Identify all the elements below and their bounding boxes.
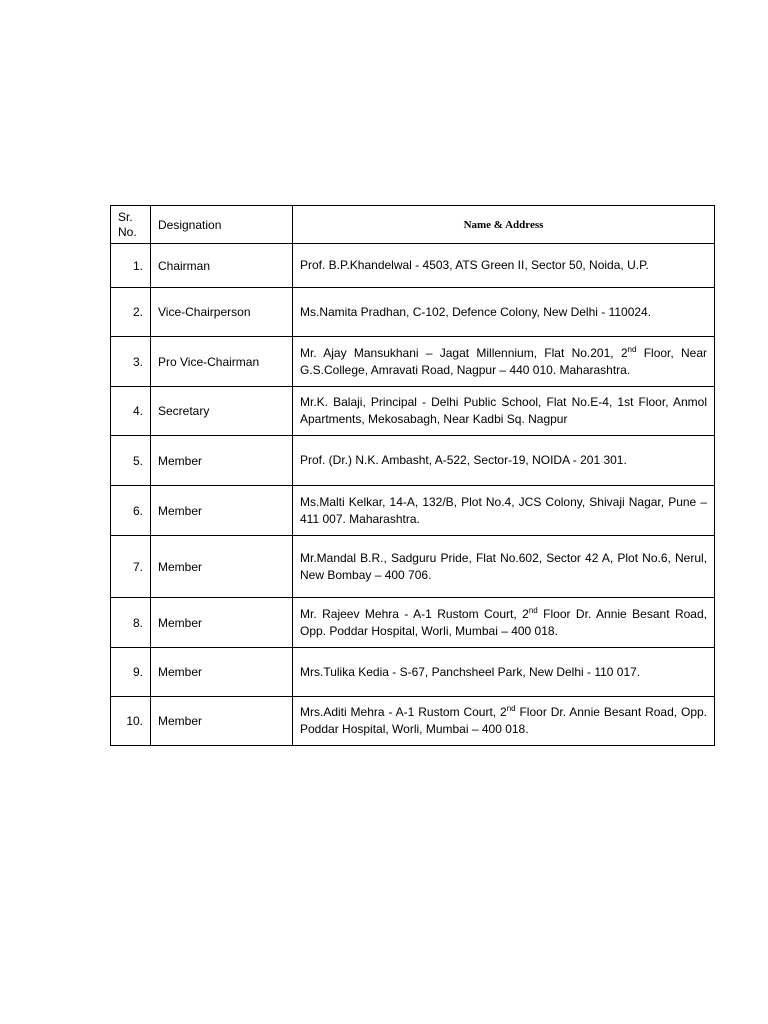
row-address: Ms.Namita Pradhan, C-102, Defence Colony, New Delhi - 110024. [293,288,715,337]
row-designation: Member [151,648,293,697]
row-designation: Member [151,436,293,486]
row-address [293,337,715,387]
header-sr-no-line2: No. [118,224,137,239]
table-row [111,436,715,486]
row-number: 5. [111,436,151,486]
table-row [111,697,715,746]
row-address-part: Mrs.Aditi Mehra - A-1 Rustom Court, 2 [300,705,507,719]
board-members-table [110,205,715,746]
row-number: 8. [111,598,151,648]
header-designation: Designation [151,206,293,244]
row-address [293,697,715,746]
row-address: Ms.Malti Kelkar, 14-A, 132/B, Plot No.4, JCS Colony, Shivaji Nagar, Pune – 411 007. Maharashtra. [293,486,715,536]
table-row [111,337,715,387]
header-name-address: Name & Address [293,206,715,244]
row-designation: Chairman [151,244,293,288]
row-number: 6. [111,486,151,536]
row-address-part: Floor Dr. Annie Besant Road, Opp. Poddar Hospital, Worli, Mumbai – 400 018. [300,705,707,736]
table-row [111,598,715,648]
row-address-superscript: nd [506,704,516,713]
row-number: 10. [111,697,151,746]
row-address: Mr.K. Balaji, Principal - Delhi Public School, Flat No.E-4, 1st Floor, Anmol Apartments, Mekosabagh, Near Kadbi Sq. Nagpur [293,387,715,436]
row-address-part: Floor Dr. Annie Besant Road, Opp. Poddar Hospital, Worli, Mumbai – 400 018. [300,606,707,638]
row-address-part: Mr. Rajeev Mehra - A-1 Rustom Court, 2 [300,606,529,621]
header-sr-no-line1: Sr. [118,209,133,224]
row-address-superscript: nd [528,605,538,615]
row-address: Prof. (Dr.) N.K. Ambasht, A-522, Sector-19, NOIDA - 201 301. [293,436,715,486]
table-row [111,486,715,536]
row-number: 2. [111,288,151,337]
row-address: Mrs.Tulika Kedia - S-67, Panchsheel Park, New Delhi - 110 017. [293,648,715,697]
table-row [111,536,715,598]
row-designation: Member [151,536,293,598]
row-number: 9. [111,648,151,697]
row-number: 3. [111,337,151,387]
table-row [111,244,715,288]
row-designation: Member [151,598,293,648]
header-sr-no [111,206,151,244]
table-row [111,387,715,436]
row-designation: Member [151,486,293,536]
table-row [111,288,715,337]
row-designation: Pro Vice-Chairman [151,337,293,387]
row-number: 1. [111,244,151,288]
row-address: Prof. B.P.Khandelwal - 4503, ATS Green II, Sector 50, Noida, U.P. [293,244,715,288]
row-number: 7. [111,536,151,598]
row-number: 4. [111,387,151,436]
row-address [293,598,715,648]
row-designation: Member [151,697,293,746]
row-address-superscript: nd [627,344,637,354]
row-designation: Secretary [151,387,293,436]
row-address-part: Mr. Ajay Mansukhani – Jagat Millennium, Flat No.201, 2 [300,345,628,360]
row-address: Mr.Mandal B.R., Sadguru Pride, Flat No.602, Sector 42 A, Plot No.6, Nerul, New Bombay – 400 706. [293,536,715,598]
row-designation: Vice-Chairperson [151,288,293,337]
table-header-row [111,206,715,244]
row-address-part: Floor, Near G.S.College, Amravati Road, Nagpur – 440 010. Maharashtra. [300,345,707,377]
table-row [111,648,715,697]
